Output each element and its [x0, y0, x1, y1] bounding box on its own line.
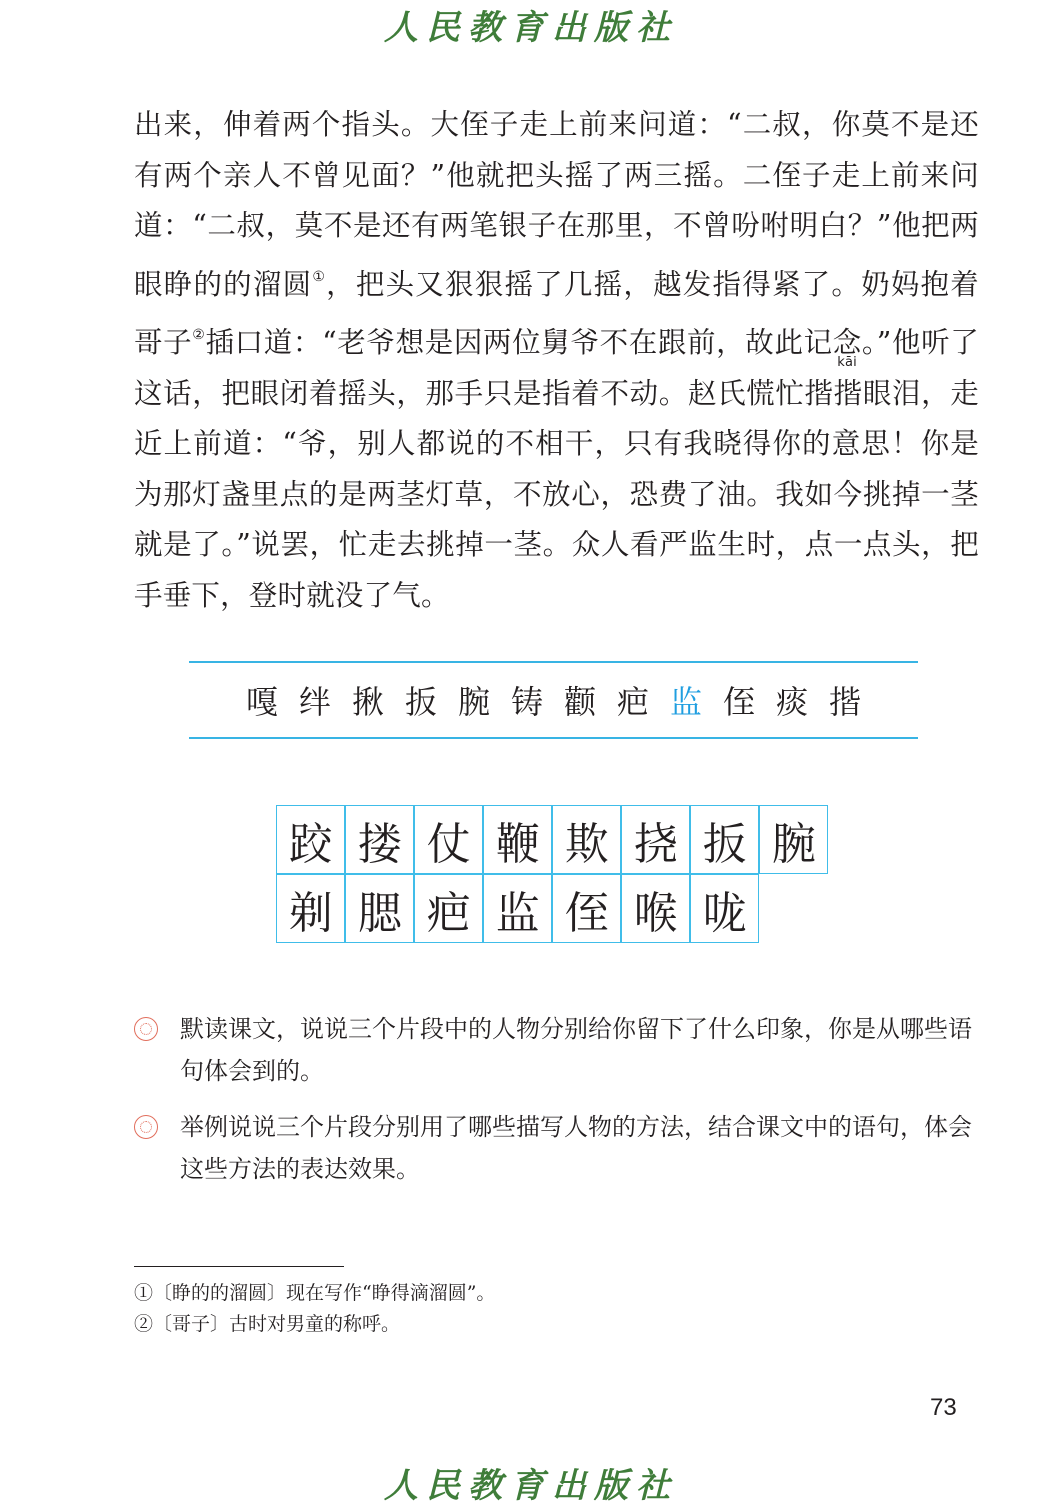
paragraph-part-1: 出来，伸着两个指头。大侄子走上前来问道：“二叔，你莫不是还有两个亲人不曾见面？”他就把头摇了两三摇。二侄子走上前来问道：“二叔，莫不是还有两笔银子在那里，不曾吩咐明白？”他把两眼睁的的溜圆 — [134, 108, 979, 301]
footnote-divider — [134, 1266, 344, 1267]
exercise-questions — [134, 1008, 979, 1204]
write-char-cell: 跤 — [276, 805, 345, 874]
paragraph-part-3: 插口道：“老爷想是因两位舅爷不在跟前，故此记 — [205, 326, 833, 359]
recognize-char: 侄 — [722, 683, 755, 721]
write-char-cell: 搂 — [345, 805, 414, 874]
write-char-cell: 腮 — [345, 874, 414, 943]
write-char-cell: 疤 — [414, 874, 483, 943]
exercise-marker-icon — [134, 1017, 158, 1041]
footnote-1: ①〔睁的的溜圆〕现在写作“睁得滴溜圆”。 — [134, 1282, 496, 1304]
write-char-cell: 欺 — [552, 805, 621, 874]
recognize-char: 扳 — [404, 683, 437, 721]
write-char-cell: 挠 — [621, 805, 690, 874]
question-2 — [134, 1106, 979, 1190]
recognize-char: 揩 — [828, 683, 861, 721]
footnote-2: ②〔哥子〕古时对男童的称呼。 — [134, 1313, 401, 1335]
recognize-chars-band — [189, 661, 918, 739]
recognize-char: 颧 — [563, 683, 596, 721]
recognize-char: 绊 — [298, 683, 331, 721]
publisher-logo-top: 人民教育出版社 — [384, 8, 678, 48]
paragraph-part-2: ，把头又狠狠摇了几摇，越发指得紧了。奶妈抱着哥子 — [134, 267, 979, 359]
footnote-ref-2[interactable]: ② — [192, 327, 206, 343]
write-char-cell: 扳 — [690, 805, 759, 874]
recognize-char: 监 — [669, 683, 702, 721]
recognize-char: 揪 — [351, 683, 384, 721]
write-chars-grid — [277, 806, 829, 944]
paragraph-part-4: 。”他听了这话，把眼闭着摇头，那手只是指着不动。赵氏慌忙揩揩眼泪，走近上前道：“爷，别人都说的不相干，只有我晓得你的意思！你是为那灯盏里点的是两茎灯草，不放心，恐费了油。我如今挑掉一茎就是了。”说罢，忙走去挑掉一茎。众人看严监生时，点一点头，把手垂下，登时就没了气。 — [134, 326, 979, 612]
write-char-cell: 咙 — [690, 874, 759, 943]
recognize-char: 腕 — [457, 683, 490, 721]
pinyin-annotation — [832, 326, 862, 370]
write-char-cell: 喉 — [621, 874, 690, 943]
recognize-char: 嘎 — [245, 683, 278, 721]
footnotes — [134, 1278, 979, 1340]
question-text: 默读课文，说说三个片段中的人物分别给你留下了什么印象，你是从哪些语句体会到的。 — [180, 1015, 972, 1085]
empty-cell — [759, 874, 828, 943]
pinyin-text: kāi — [832, 355, 862, 370]
recognize-char: 痰 — [775, 683, 808, 721]
write-char-cell: 腕 — [759, 805, 828, 874]
recognize-char: 铸 — [510, 683, 543, 721]
exercise-marker-icon — [134, 1115, 158, 1139]
publisher-logo-bottom: 人民教育出版社 — [384, 1466, 678, 1506]
annotated-char: 念 — [832, 326, 862, 359]
story-paragraph — [134, 100, 979, 621]
question-text: 举例说说三个片段分别用了哪些描写人物的方法，结合课文中的语句，体会这些方法的表达效果。 — [180, 1113, 972, 1183]
write-char-cell: 剃 — [276, 874, 345, 943]
page-number: 73 — [930, 1394, 957, 1421]
write-char-cell: 侄 — [552, 874, 621, 943]
recognize-char: 疤 — [616, 683, 649, 721]
write-char-cell: 监 — [483, 874, 552, 943]
write-char-cell: 仗 — [414, 805, 483, 874]
question-1 — [134, 1008, 979, 1092]
footnote-ref-1[interactable]: ① — [312, 268, 327, 285]
write-char-cell: 鞭 — [483, 805, 552, 874]
